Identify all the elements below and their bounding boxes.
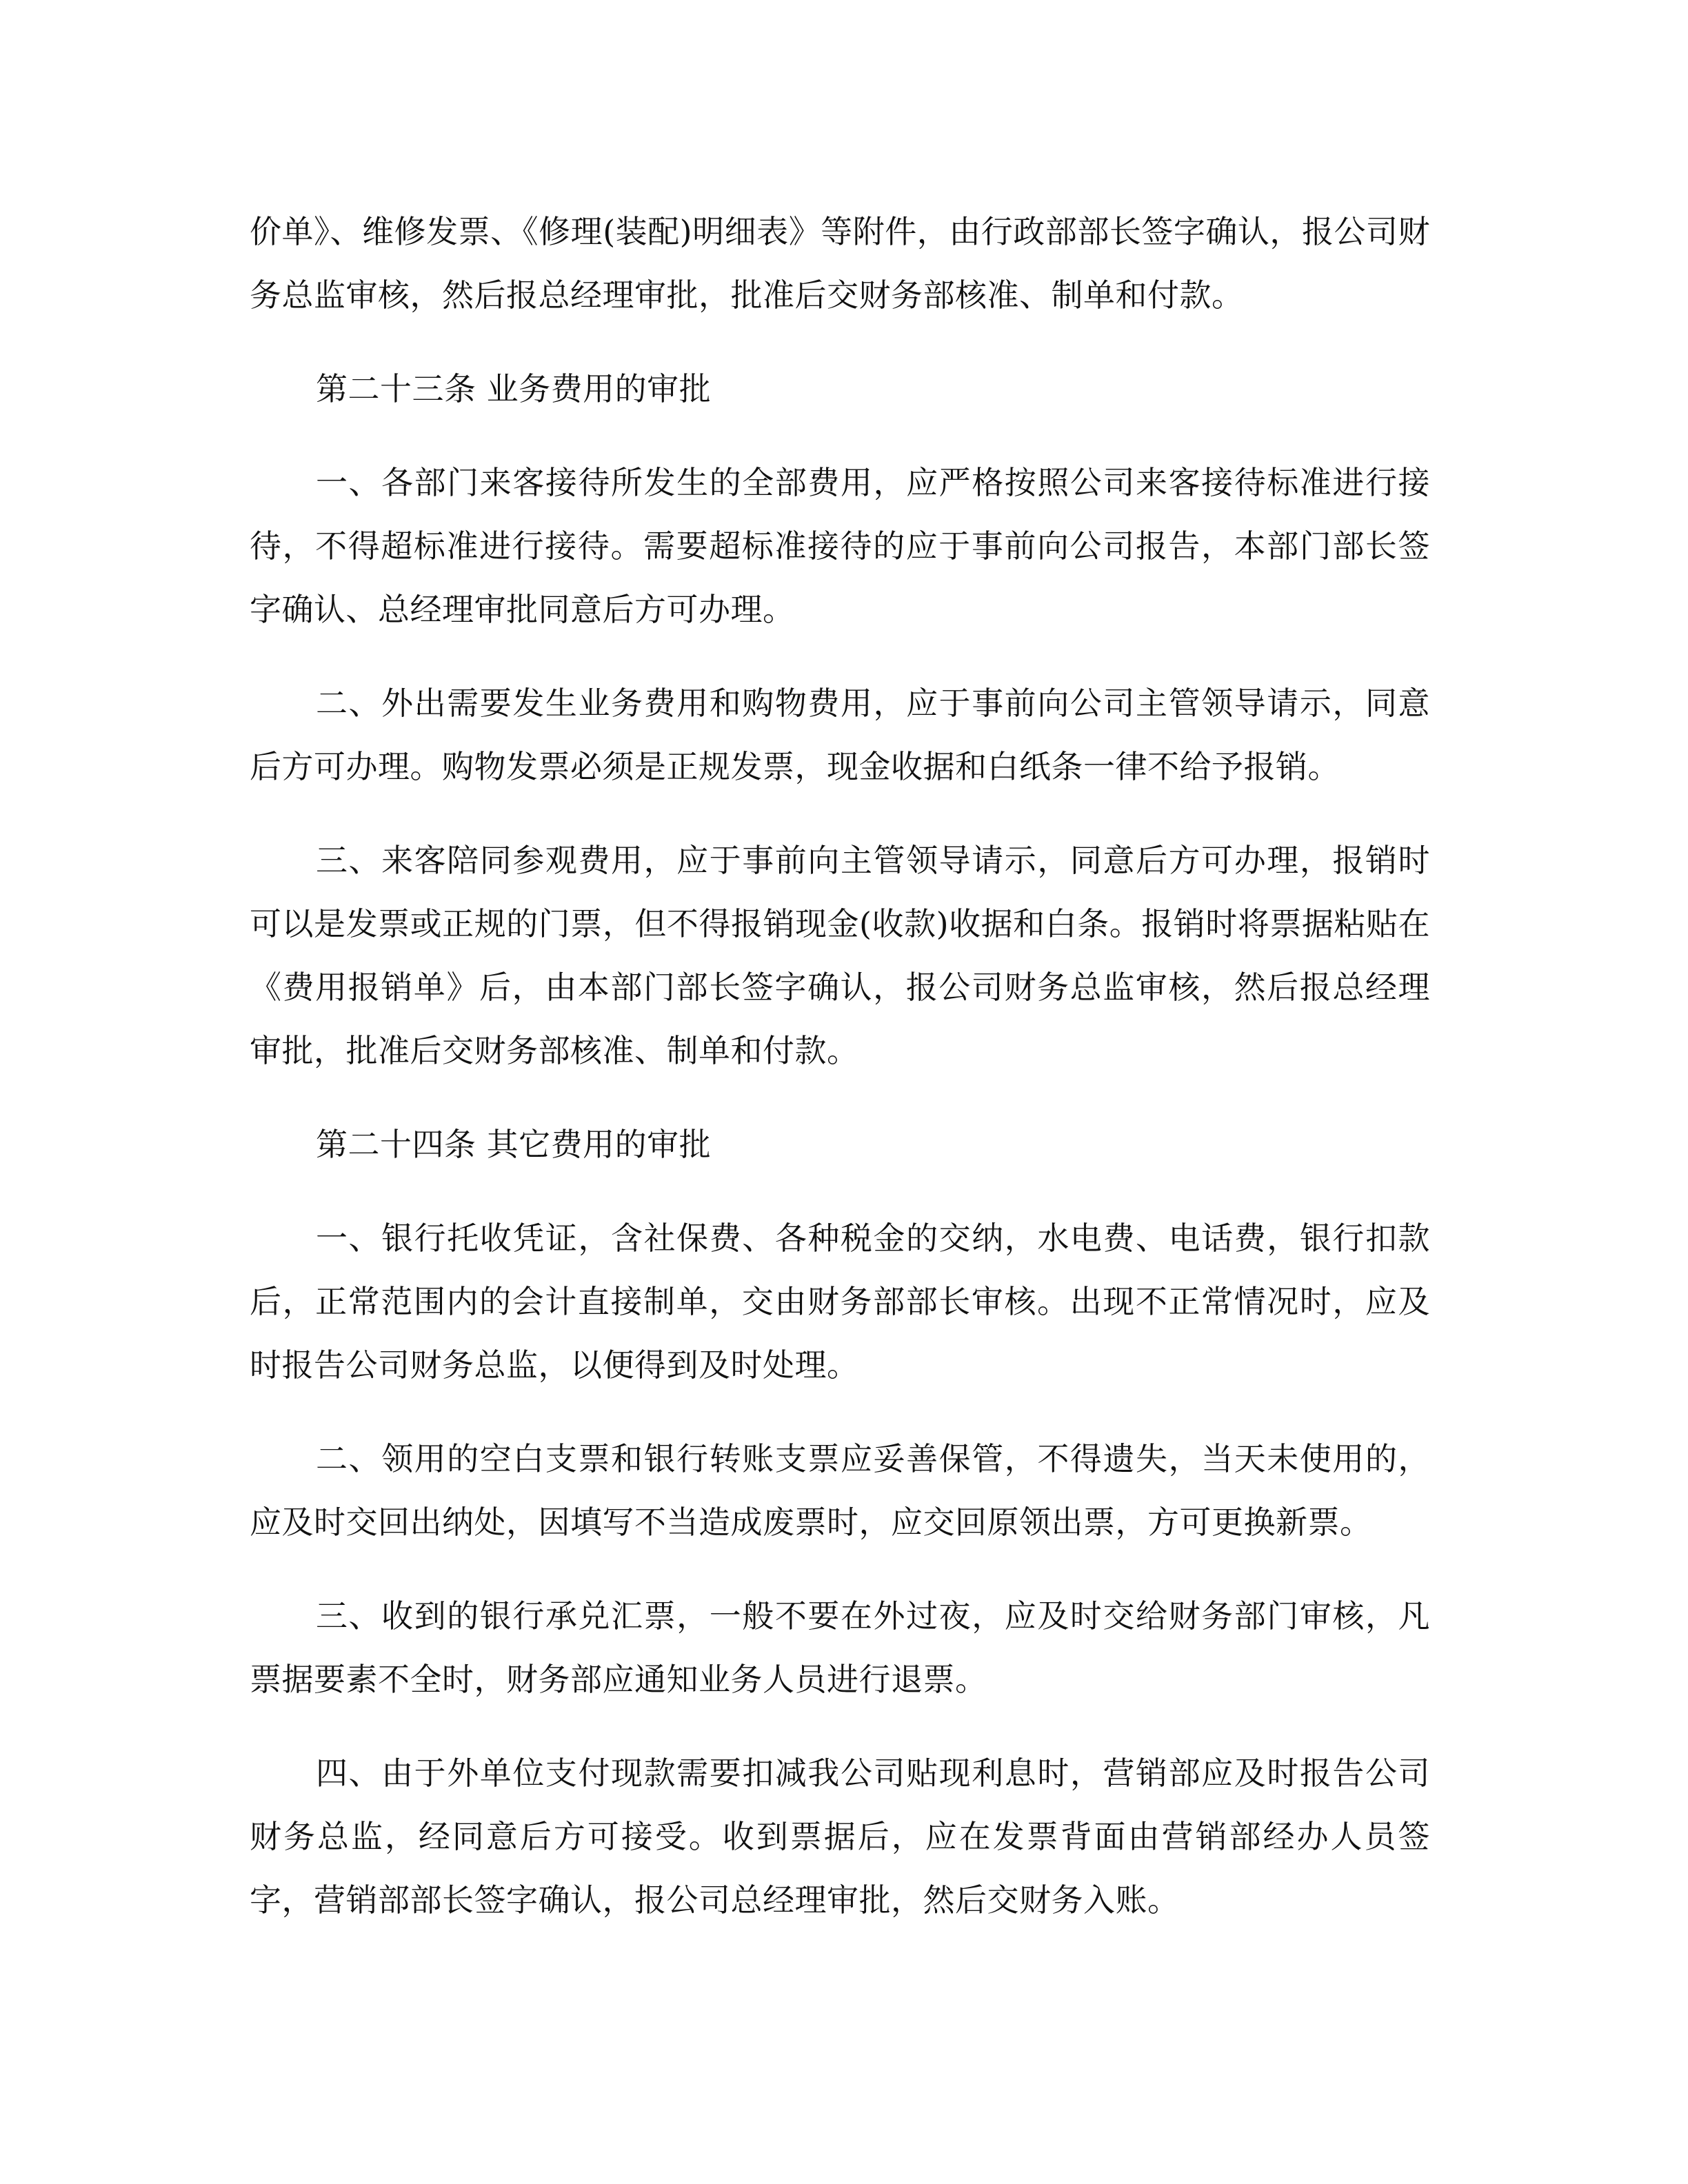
article-23-item-2: 二、外出需要发生业务费用和购物费用，应于事前向公司主管领导请示，同意后方可办理。购物发票必须是正规发票，现金收据和白纸条一律不给予报销。 [250,685,1430,785]
article-24-item-4: 四、由于外单位支付现款需要扣减我公司贴现利息时，营销部应及时报告公司财务总监，经同意后方可接受。收到票据后，应在发票背面由营销部经办人员签字，营销部部长签字确认，报公司总经理审批，然后交财务入账。 [250,1755,1430,1919]
article-24-item-2: 二、领用的空白支票和银行转账支票应妥善保管，不得遗失，当天未使用的，应及时交回出纳处，因填写不当造成废票时，应交回原领出票，方可更换新票。 [250,1440,1430,1541]
document-body [250,200,1430,1962]
article-23-heading: 第二十三条 业务费用的审批 [316,370,712,407]
article-24-item-3: 三、收到的银行承兑汇票，一般不要在外过夜，应及时交给财务部门审核，凡票据要素不全时，财务部应通知业务人员进行退票。 [250,1597,1430,1698]
article-24-heading: 第二十四条 其它费用的审批 [316,1126,712,1163]
article-23-item-1: 一、各部门来客接待所发生的全部费用，应严格按照公司来客接待标准进行接待，不得超标准进行接待。需要超标准接待的应于事前向公司报告，本部门部长签字确认、总经理审批同意后方可办理。 [250,464,1430,628]
paragraph-continuation: 价单》、维修发票、《修理(装配)明细表》等附件，由行政部部长签字确认，报公司财务总监审核，然后报总经理审批，批准后交财务部核准、制单和付款。 [250,213,1430,314]
article-24-item-1: 一、银行托收凭证，含社保费、各种税金的交纳，水电费、电话费，银行扣款后，正常范围内的会计直接制单，交由财务部部长审核。出现不正常情况时，应及时报告公司财务总监，以便得到及时处理。 [250,1220,1430,1384]
article-23-item-3: 三、来客陪同参观费用，应于事前向主管领导请示，同意后方可办理，报销时可以是发票或正规的门票，但不得报销现金(收款)收据和白条。报销时将票据粘贴在《费用报销单》后，由本部门部长签字确认，报公司财务总监审核，然后报总经理审批，批准后交财务部核准、制单和付款。 [250,842,1430,1069]
